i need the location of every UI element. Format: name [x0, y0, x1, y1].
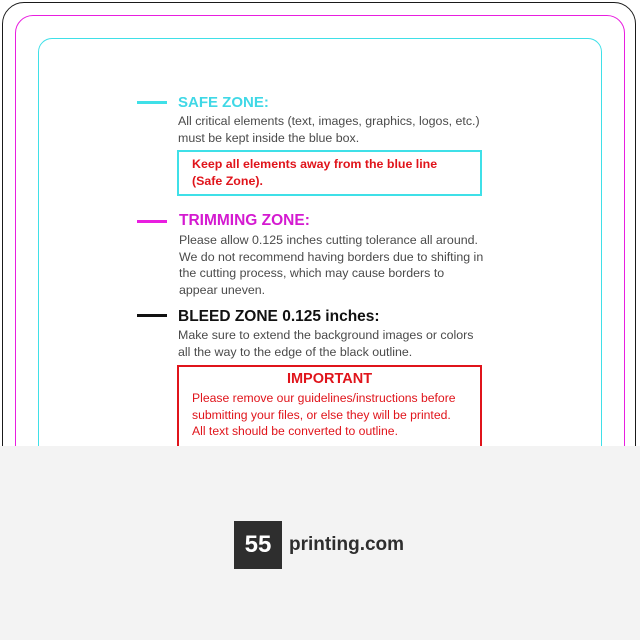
safe-zone-warning-box: [177, 150, 482, 196]
logo-wordmark: printing.com: [289, 534, 405, 555]
trimming-zone-line: the cutting process, which may cause borders to: [179, 266, 445, 280]
bleed-zone-line: all the way to the edge of the black outline.: [178, 344, 413, 359]
trimming-zone-legend-line: [137, 220, 167, 223]
safe-zone-legend-line: [137, 101, 167, 104]
trimming-zone-line: We do not recommend having borders due to shifting in: [179, 249, 484, 264]
safe-zone-warning-text: [192, 156, 437, 189]
trimming-zone-heading: TRIMMING ZONE:: [179, 212, 310, 229]
trimming-zone-line: Please allow 0.125 inches cutting tolerance all around.: [179, 233, 478, 247]
safe-zone-heading: SAFE ZONE:: [178, 94, 269, 111]
important-notice-line: submitting your files, or else they will be printed.: [192, 407, 451, 422]
logo-badge: 55: [234, 521, 282, 569]
important-notice-title: IMPORTANT: [286, 371, 373, 387]
bleed-zone-heading: BLEED ZONE 0.125 inches:: [178, 308, 380, 325]
bleed-zone-legend-line: [137, 314, 167, 317]
brand-footer: [0, 446, 640, 640]
trimming-zone-description: [179, 232, 483, 298]
important-notice-line: Please remove our guidelines/instructions before: [192, 391, 456, 405]
safe-zone-line: All critical elements (text, images, graphics, logos, etc.): [178, 114, 480, 128]
bleed-zone-line: Make sure to extend the background images or colors: [178, 328, 474, 342]
safe-zone-description: [178, 113, 480, 146]
trimming-zone-line: appear uneven.: [179, 282, 266, 297]
important-notice-text: [192, 390, 456, 440]
important-notice-box: [177, 365, 482, 446]
safe-zone-line: must be kept inside the blue box.: [178, 130, 360, 145]
bleed-zone-description: [178, 327, 473, 360]
important-notice-line: All text should be converted to outline.: [192, 424, 398, 438]
safe-zone-warning-line: (Safe Zone).: [192, 173, 263, 188]
safe-zone-warning-line: Keep all elements away from the blue line: [192, 157, 438, 171]
